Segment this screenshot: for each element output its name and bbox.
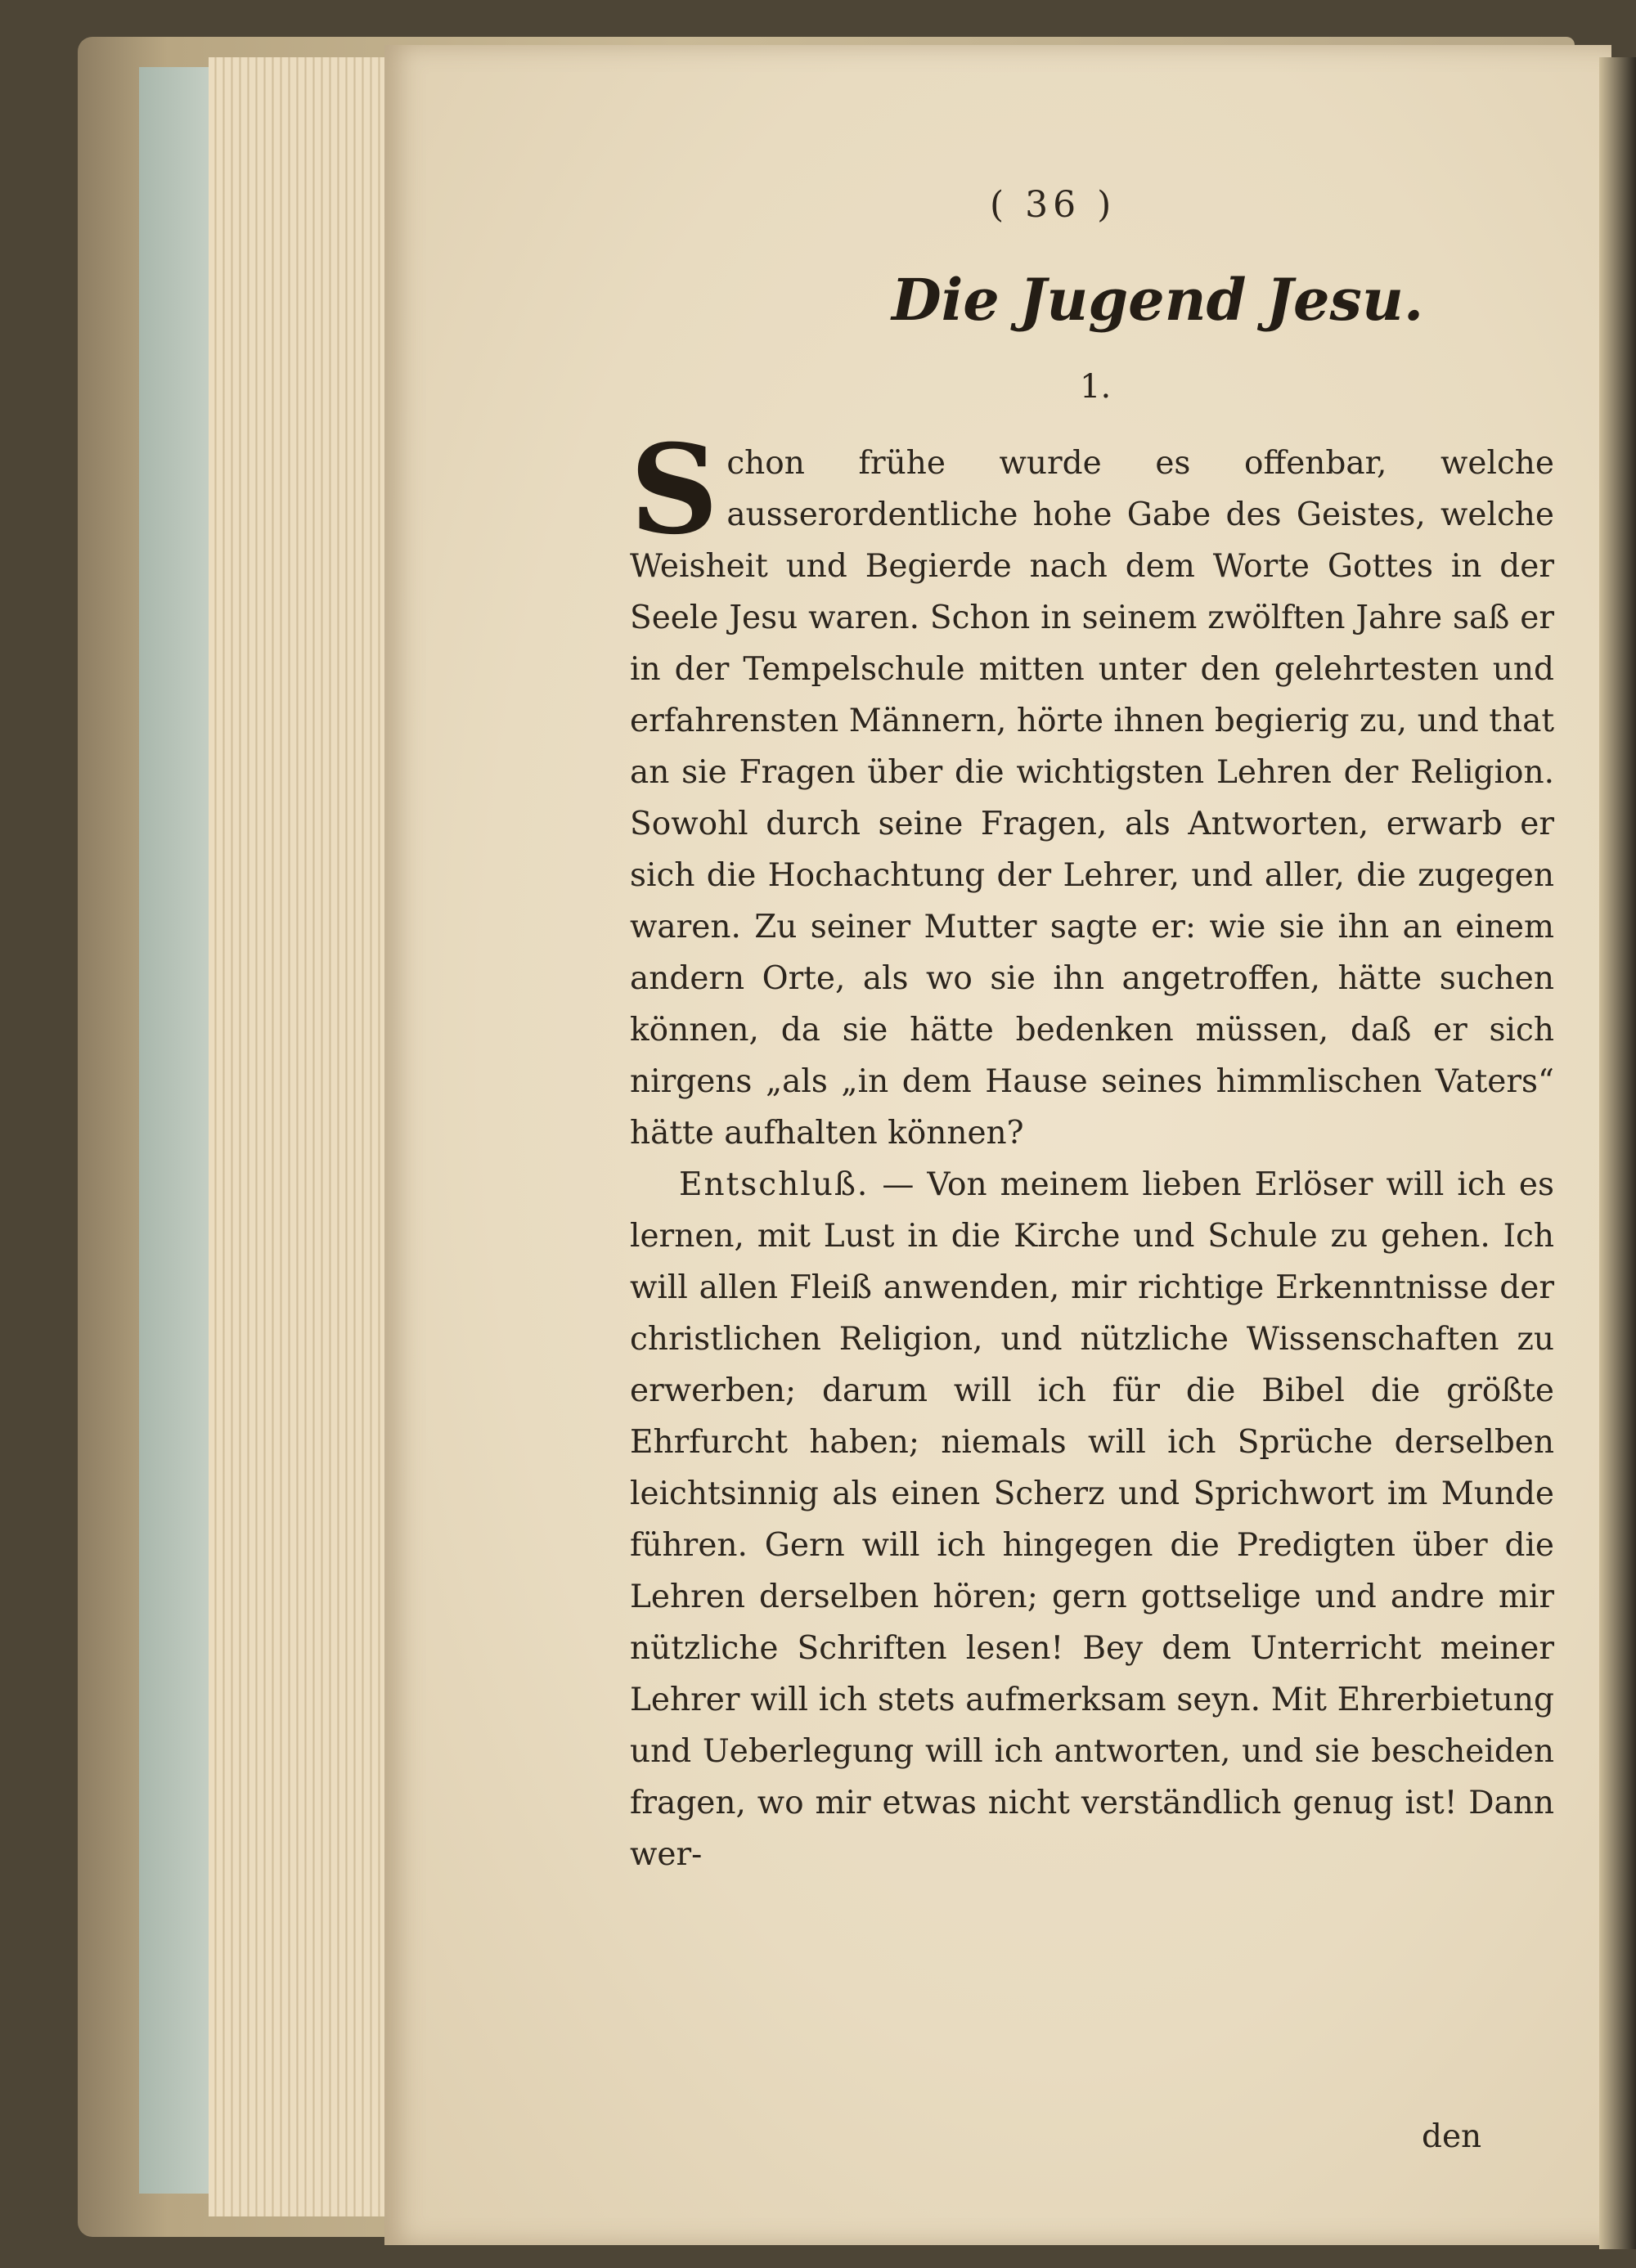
section-number: 1. (1080, 368, 1112, 406)
resolution-label: Entschluß. (679, 1166, 870, 1203)
page-edges (209, 57, 413, 2216)
page-number: ( 36 ) (990, 184, 1117, 226)
paragraph-2 (630, 1159, 1554, 1880)
drop-cap: S (630, 418, 719, 562)
paragraph-2-text: — Von meinem lieben Erlöser will ich es lernen, mit Lust in die Kirche und Schule zu gehen. Ich will allen Fleiß anwenden, mir richtige Erkenntnisse der christlichen Religion, und nützliche Wissenschaften zu erwerben; darum will ich für die Bibel die größte Ehrfurcht haben; niemals will ich Sprüche derselben leichtsinnig als einen Scherz und Sprichwort im Munde führen. Gern will ich hingegen die Predigten über die Lehren derselben hören; gern gottselige und andre mir nützliche Schriften lesen! Bey dem Unterricht meiner Lehrer will ich stets aufmerksam seyn. Mit Ehrerbietung und Ueberlegung will ich antworten, und sie bescheiden fragen, wo mir etwas nicht verständlich genug ist! Dann wer- (630, 1166, 1554, 1873)
page-title: Die Jugend Jesu. (892, 266, 1424, 334)
page-gutter-shadow (1599, 57, 1636, 2249)
catchword: den (1422, 2118, 1482, 2155)
body-text (630, 418, 1554, 1880)
paragraph-1-text: chon frühe wurde es offenbar, welche ausserordentliche hohe Gabe des Geistes, welche Weisheit und Begierde nach dem Worte Gottes in der Seele Jesu waren. Schon in seinem zwölften Jahre saß er in der Tempelschule mitten unter den gelehrtesten und erfahrensten Männern, hörte ihnen begierig zu, und that an sie Fragen über die wichtigsten Lehren der Religion. Sowohl durch seine Fragen, als Antworten, erwarb er sich die Hochachtung der Lehrer, und aller, die zugegen waren. Zu seiner Mutter sagte er: wie sie ihn an einem andern Orte, als wo sie ihn angetroffen, hätte suchen können, da sie hätte bedenken müssen, daß er sich nirgens „als „in dem Hause seines himmlischen Vaters“ hätte aufhalten können? (630, 445, 1554, 1152)
paragraph-1 (630, 418, 1554, 1159)
